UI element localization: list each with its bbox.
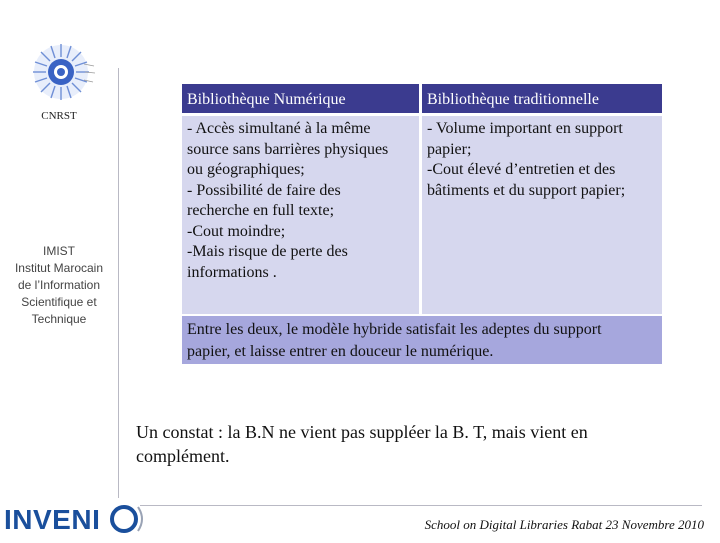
cell-line: -Cout moindre;	[187, 222, 286, 240]
cell-line: informations .	[187, 263, 277, 281]
cell-line: - Possibilité de faire des	[187, 181, 341, 199]
cell-line: -Cout élevé d’entretien et des	[427, 161, 616, 178]
org-short-name: CNRST	[41, 110, 77, 122]
institute-line: Scientifique et	[21, 295, 97, 309]
conclusion-line: complément.	[136, 446, 230, 466]
cell-line: - Volume important en support	[427, 120, 623, 137]
conclusion-line: Un constat : la B.N ne vient pas suppléer la B. T, mais vient en	[136, 422, 588, 442]
footer-event: School on Digital Libraries Rabat 23 Novembre 2010	[424, 517, 704, 532]
cell-line: bâtiments et du support papier;	[427, 181, 626, 199]
svg-text:INVENI: INVENI	[4, 504, 101, 535]
institute-line: Technique	[31, 312, 87, 326]
cell-line: - Accès simultané à la même	[187, 120, 371, 137]
cell-line: papier;	[427, 140, 472, 158]
cell-line: recherche en full texte;	[187, 202, 335, 219]
cell-line: -Mais risque de perte des	[187, 243, 348, 260]
cell-line: ou géographiques;	[187, 161, 305, 178]
note-line: Entre les deux, le modèle hybride satisfait les adeptes du support	[187, 321, 602, 338]
cell-line: source sans barrières physiques	[187, 140, 389, 158]
vertical-divider	[118, 68, 119, 498]
cell-traditional-library	[422, 116, 662, 314]
institute-line: de l’Information	[17, 278, 101, 292]
institute-line: IMIST	[43, 244, 75, 258]
cell-digital-library	[182, 116, 419, 314]
institute-name	[0, 243, 118, 328]
hybrid-model-note	[182, 316, 662, 364]
conclusion-text	[136, 420, 676, 468]
institute-line: Institut Marocain	[14, 261, 104, 275]
note-line: papier, et laisse entrer en douceur le numérique.	[187, 343, 494, 360]
invenio-logo	[4, 500, 150, 538]
header-traditional-library: Bibliothèque traditionnelle	[422, 84, 662, 113]
horizontal-divider	[140, 505, 702, 506]
cnrst-logo	[28, 42, 98, 106]
header-digital-library: Bibliothèque Numérique	[182, 84, 419, 113]
